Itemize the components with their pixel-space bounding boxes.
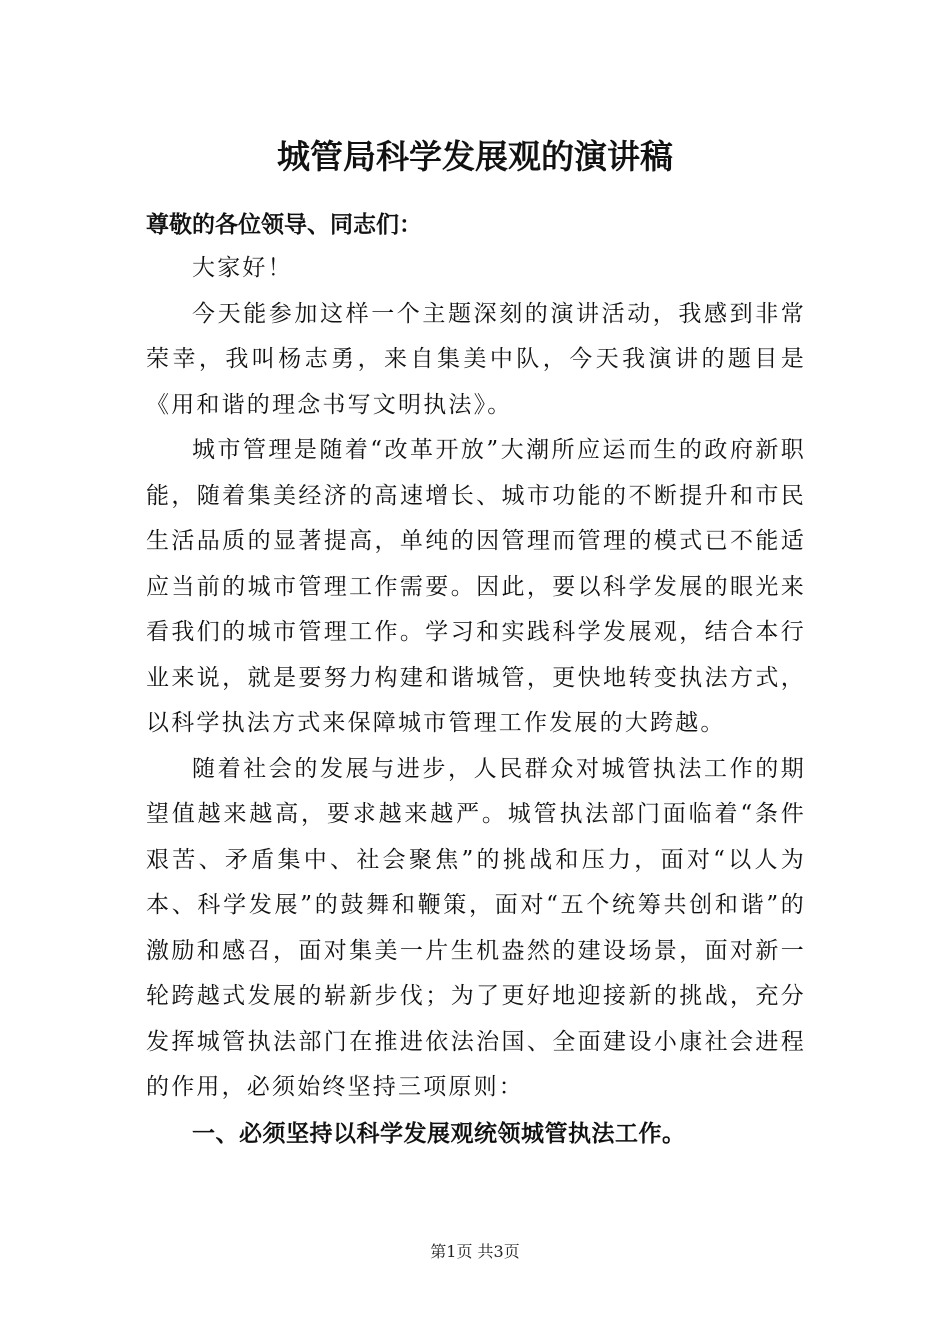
section-heading: 一、必须坚持以科学发展观统领城管执法工作。	[192, 1119, 686, 1147]
paragraph-greeting: 大家好！	[192, 255, 293, 281]
salutation: 尊敬的各位领导、同志们：	[146, 211, 422, 238]
paragraph-social-development: 随着社会的发展与进步，人民群众对城管执法工作的期望值越来越高，要求越来越严。城管执法部门面临着“条件艰苦、矛盾集中、社会聚焦”的挑战和压力，面对“以人为本、科学发展”的鼓舞和鞭策，面对“五个统筹共创和谐”的激励和感召，面对集美一片生机盎然的建设场景，面对新一轮跨越式发展的崭新步伐；为了更好地迎接新的挑战，充分发挥城管执法部门在推进依法治国、全面建设小康社会进程的作用，必须始终坚持三项原则：	[146, 755, 806, 1100]
paragraph-city-management: 城市管理是随着“改革开放”大潮所应运而生的政府新职能，随着集美经济的高速增长、城市功能的不断提升和市民生活品质的显著提高，单纯的因管理而管理的模式已不能适应当前的城市管理工作需要。因此，要以科学发展的眼光来看我们的城市管理工作。学习和实践科学发展观，结合本行业来说，就是要努力构建和谐城管，更快地转变执法方式，以科学执法方式来保障城市管理工作发展的大跨越。	[146, 437, 806, 736]
paragraph-introduction: 今天能参加这样一个主题深刻的演讲活动，我感到非常荣幸，我叫杨志勇，来自集美中队，今天我演讲的题目是《用和谐的理念书写文明执法》。	[146, 300, 806, 418]
document-title: 城管局科学发展观的演讲稿	[277, 137, 673, 176]
page-footer: 第1页 共3页	[430, 1242, 520, 1261]
document-body	[146, 246, 806, 1156]
